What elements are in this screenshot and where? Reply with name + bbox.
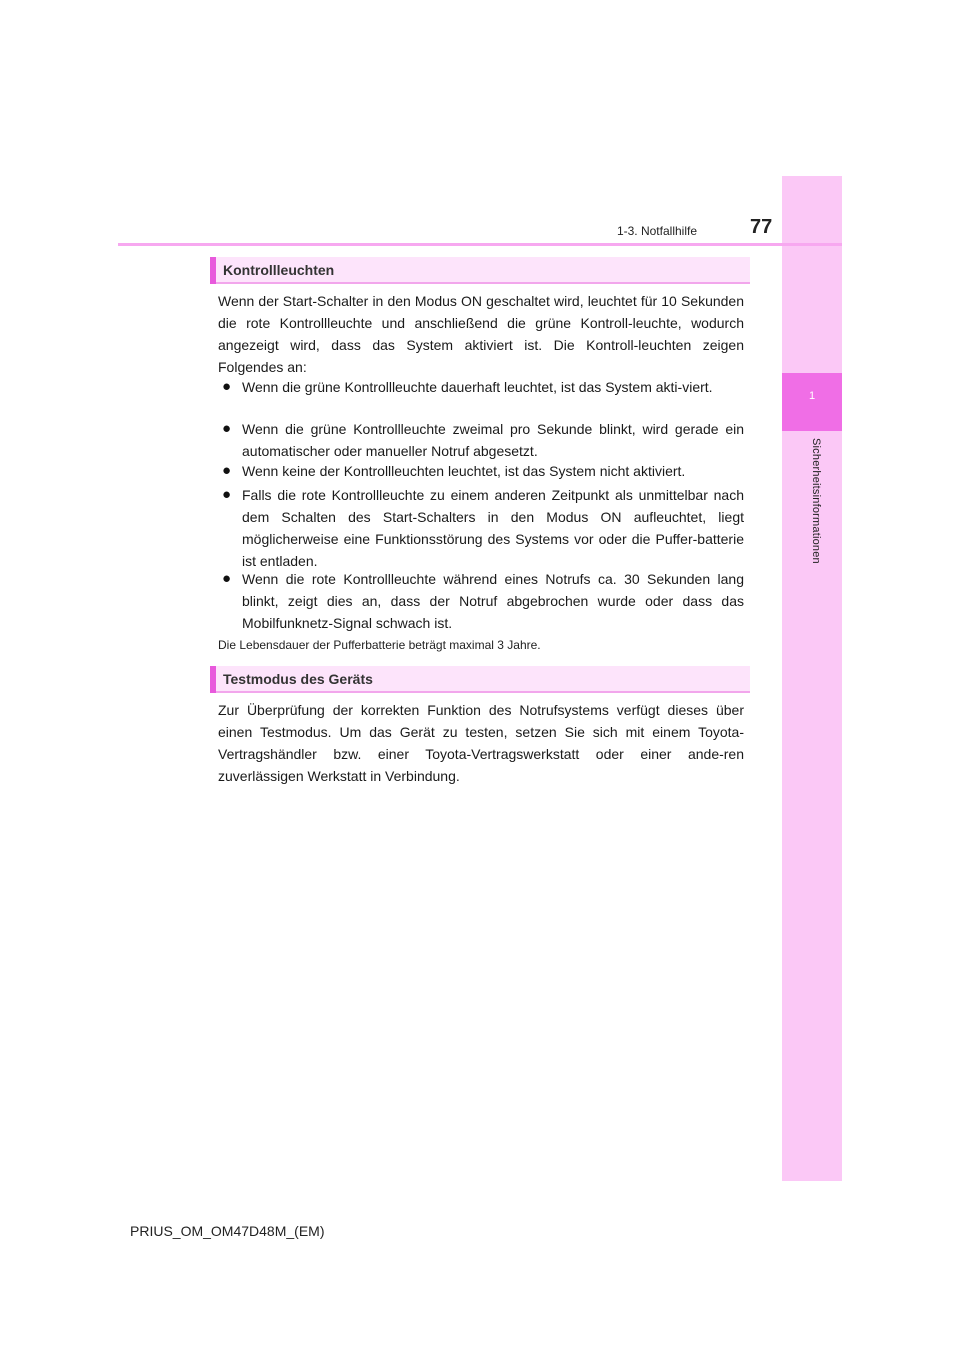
- header-divider: [118, 243, 842, 246]
- section-heading-text: Kontrollleuchten: [223, 262, 335, 278]
- list-item-text: Wenn die rote Kontrollleuchte während eines Notrufs ca. 30 Sekunden lang blinkt, zeigt dies an, dass der Notruf abgebrochen wurde oder dass das Mobilfunknetz-Signal schwach ist.: [242, 571, 744, 631]
- note-text: Die Lebensdauer der Pufferbatterie beträgt maximal 3 Jahre.: [218, 638, 541, 652]
- testmode-paragraph: Zur Überprüfung der korrekten Funktion des Notrufsystems verfügt dieses über einen Testmodus. Um das Gerät zu testen, setzen Sie sich mit einem Toyota-Vertragshändler bzw. einer Toyota-Vertragswerkstatt oder einer ande-ren zuverlässigen Werkstatt in Verbindung.: [218, 702, 744, 784]
- bullet-icon: ●: [222, 462, 232, 479]
- chapter-side-tab: [782, 176, 842, 1181]
- section-title: 1-3. Notfallhilfe: [616, 224, 697, 238]
- bullet-icon: ●: [222, 420, 232, 437]
- bullet-icon: ●: [222, 486, 232, 503]
- list-item: [222, 418, 744, 462]
- list-item: [222, 460, 744, 482]
- bullet-icon: ●: [222, 570, 232, 587]
- page-number: 77: [750, 216, 773, 238]
- list-item-text: Wenn die grüne Kontrollleuchte zweimal pro Sekunde blinkt, wird gerade ein automatischer oder manueller Notruf abgesetzt.: [242, 421, 744, 459]
- list-item: [222, 568, 744, 634]
- list-item: [222, 376, 744, 398]
- bullet-icon: ●: [222, 378, 232, 395]
- list-item-text: Falls die rote Kontrollleuchte zu einem anderen Zeitpunkt als unmittelbar nach dem Schalten des Start-Schalters in den Modus ON aufleuchtet, liegt möglicherweise eine Funktionsstörung des Systems vor oder die Puffer-batterie ist entladen.: [242, 487, 744, 569]
- section-heading-testmodus: [210, 666, 750, 693]
- chapter-title: Sicherheitsinformationen: [810, 438, 822, 564]
- chapter-number: 1: [808, 390, 816, 402]
- section-heading-text: Testmodus des Geräts: [223, 671, 373, 687]
- document-code: PRIUS_OM_OM47D48M_(EM): [130, 1223, 325, 1239]
- intro-paragraph: Wenn der Start-Schalter in den Modus ON geschaltet wird, leuchtet für 10 Sekunden die rote Kontrollleuchte und anschließend die grüne Kontroll-leuchte, wodurch angezeigt wird, dass das System aktiviert ist. Die Kontroll-leuchten zeigen Folgendes an:: [218, 293, 744, 375]
- chapter-number-marker: [782, 373, 842, 431]
- list-item-text: Wenn keine der Kontrollleuchten leuchtet, ist das System nicht aktiviert.: [242, 463, 686, 479]
- section-heading-kontrollleuchten: [210, 257, 750, 284]
- list-item-text: Wenn die grüne Kontrollleuchte dauerhaft leuchtet, ist das System akti-viert.: [242, 379, 713, 395]
- list-item: [222, 484, 744, 572]
